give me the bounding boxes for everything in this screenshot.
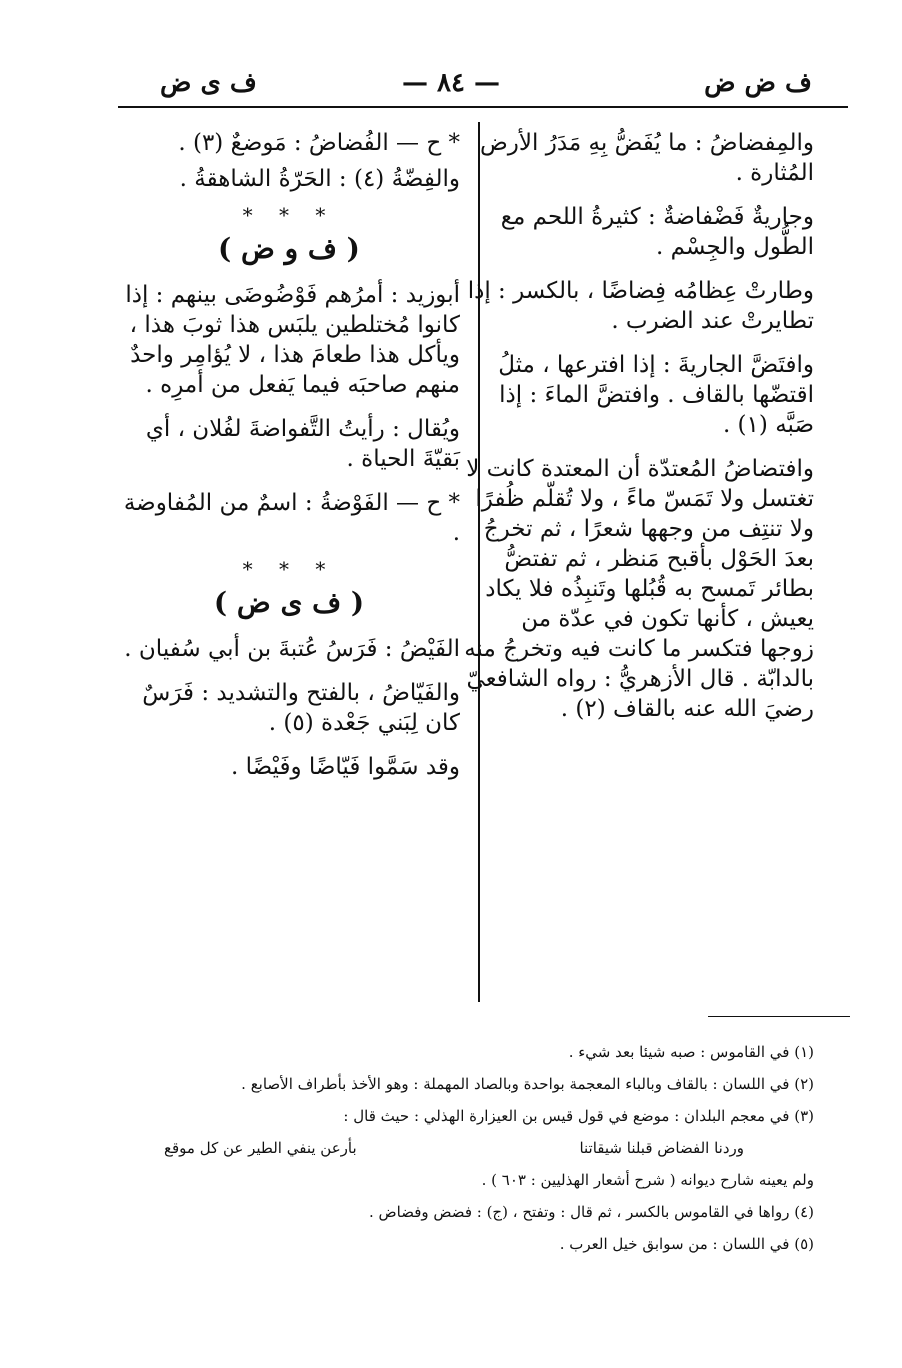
entry-fayyad: والفَيّاضُ ، بالفتح والتشديد : فَرَسٌ كان لِبَني جَعْدة (٥) .	[142, 680, 460, 736]
entry-mifdad: والمِفضاضُ : ما يُفَضُّ بِهِ مَدَرُ الأرض المُثارة .	[479, 130, 814, 186]
entry-fawda: * ح — الفَوْضةُ : اسمٌ من المُفاوضة .	[123, 490, 460, 546]
section-separator: * * *	[242, 557, 336, 581]
footnote-verse	[164, 1136, 744, 1160]
left-column	[118, 128, 460, 796]
verse-hemistich-second: بأرعن ينفي الطير عن كل موقع	[164, 1139, 357, 1157]
entry-fidad: وطارتْ عِظامُه فِضاضًا ، بالكسر : إذا تطايرتْ عند الضرب .	[467, 278, 814, 334]
entry-iftadda: وافتَضَّ الجاريةَ : إذا افترعها ، مثلُ اقتضّها بالقاف . وافتضَّ الماءَ : إذا صَبَّه (١) .	[498, 352, 814, 438]
page-number: — ٨٤ —	[401, 68, 501, 98]
footnote: ولم يعينه شارح ديوانه ( شرح أشعار الهذليين : ٦٠٣ ) .	[481, 1171, 814, 1189]
footnote: (٤) رواها في القاموس بالكسر ، ثم قال : وتفتح ، (ج) : فضض وفضاض .	[369, 1203, 814, 1221]
section-separator: * * *	[242, 203, 336, 227]
header-root-right: ف ض ض	[704, 68, 812, 98]
root-heading-fwd: ( ف و ض )	[218, 232, 360, 265]
entry-fayd: الفَيْضُ : فَرَسُ عُتبةَ بن أبي سُفيان .	[124, 636, 460, 662]
footnote: (٣) في معجم البلدان : موضع في قول قيس بن العيزارة الهذلي : حيث قال :	[343, 1107, 814, 1125]
root-heading-fyd: ( ف ى ض )	[213, 586, 365, 619]
entry-tafwada: ويُقال : رأيتُ التَّفواضةَ لفُلان ، أي بَقيّةَ الحياة .	[145, 416, 460, 472]
footnote: (٢) في اللسان : بالقاف وبالباء المعجمة بواحدة وبالصاد المهملة : وهو الأخذ بأطراف الأصابع .	[241, 1075, 814, 1093]
entry-sammaw: وقد سَمَّوا فَيّاضًا وفَيْضًا .	[230, 754, 460, 780]
header-root-left: ف ى ض	[160, 68, 257, 98]
right-column	[462, 128, 814, 738]
entry-fudad: * ح — الفُضاضُ : مَوضعٌ (٣) .	[178, 130, 460, 156]
footnote-rule	[708, 1016, 850, 1017]
footnotes	[124, 1040, 814, 1264]
entry-fadfada: وجاريةٌ فَضْفاضةٌ : كثيرةُ اللحم مع الطُّول والجِسْم .	[500, 204, 814, 260]
entry-fawdawda: أبوزيد : أمرُهم فَوْضُوضَى بينهم : إذا كانوا مُختلطين يلبَس هذا ثوبَ هذا ، ويأكل هذا طعامَ هذا ، لا يُؤامِر واحدٌ منهم صاحبَه فيما يَفعل من أمرِه .	[125, 282, 460, 398]
entry-fidda: والفِضّةُ (٤) : الحَرّةُ الشاهقةُ .	[179, 166, 460, 192]
header-rule	[118, 106, 848, 108]
verse-hemistich-first: وردنا الفضاض قبلنا شيقاتنا	[579, 1139, 744, 1157]
footnote: (٥) في اللسان : من سوابق خيل العرب .	[559, 1235, 814, 1253]
footnote: (١) في القاموس : صبه شيئا بعد شيء .	[568, 1043, 814, 1061]
entry-iftidad-almutadda: وافتضاضُ المُعتدّة أن المعتدة كانت لا تغتسل ولا تَمَسّ ماءً ، ولا تُقلّم ظُفرًا ولا تنتِف من وجهها شعرًا ، ثم تخرجُ بعدَ الحَوْل بأقبح مَنظر ، ثم تفتضُّ بطائر تَمسح به قُبُلها وتَنبِذُه فلا يكاد يعيش ، كأنها تكون في عدّة من زوجها فتكسر ما كانت فيه وتخرجُ منه بالدابّة . قال الأزهريُّ : رواه الشافعيّ رضيَ الله عنه بالقاف (٢) .	[464, 456, 814, 722]
